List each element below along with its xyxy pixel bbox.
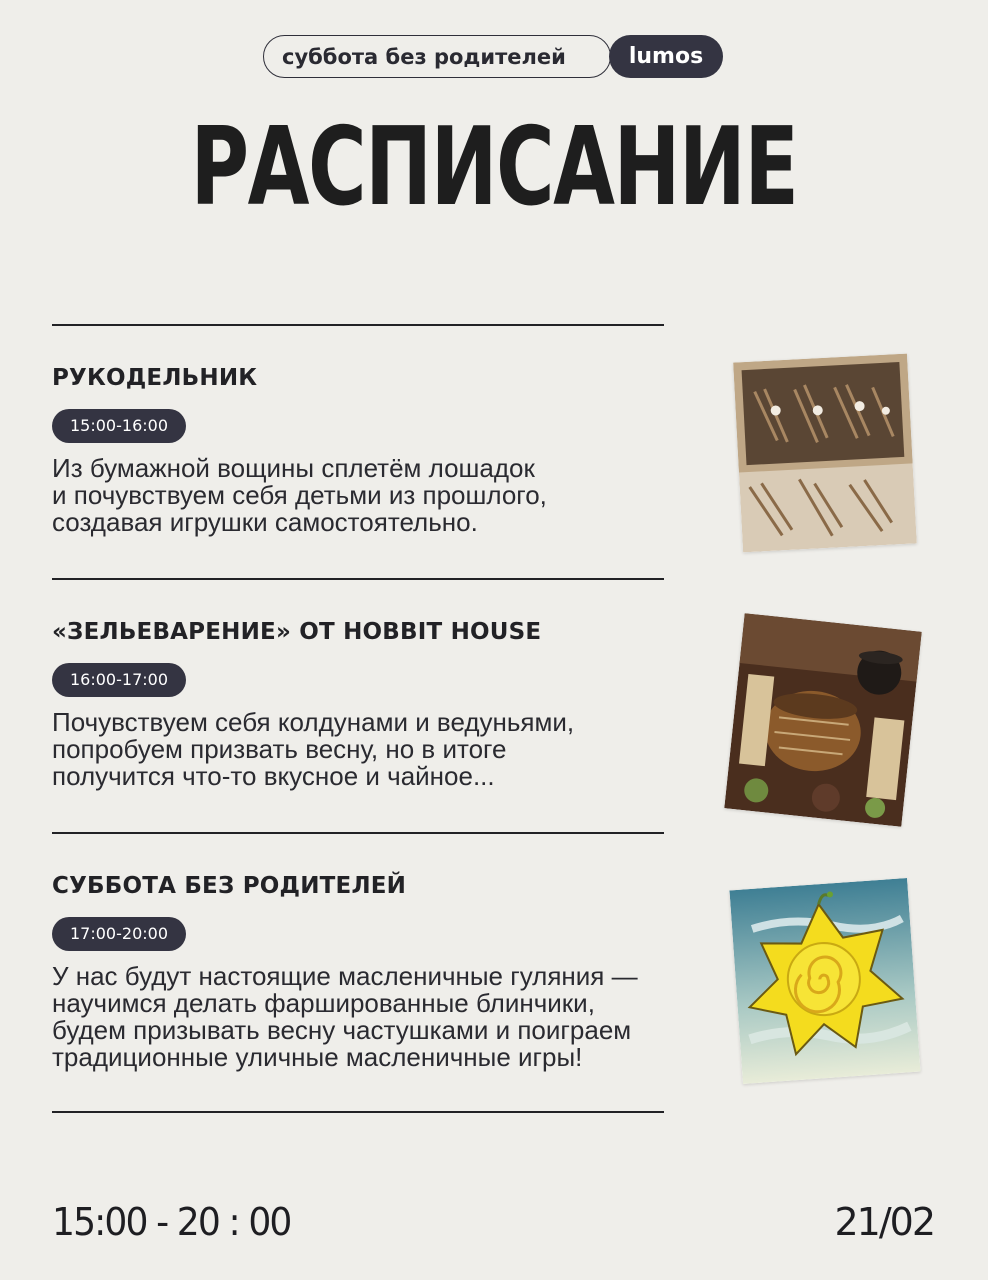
schedule-item-description: Из бумажной вощины сплетём лошадок и почувствуем себя детьми из прошлого, создавая игрушки самостоятельно. bbox=[52, 453, 547, 537]
footer-date: 21/02 bbox=[834, 1200, 934, 1244]
tea-potion-photo bbox=[724, 613, 922, 827]
schedule-item-title: СУББОТА БЕЗ РОДИТЕЛЕЙ bbox=[52, 873, 407, 899]
schedule-item-potions bbox=[52, 618, 732, 790]
divider bbox=[52, 324, 664, 326]
page-title: РАСПИСАНИЕ bbox=[190, 105, 798, 230]
header-pills bbox=[263, 35, 723, 78]
schedule-item-title: «ЗЕЛЬЕВАРЕНИЕ» ОТ HOBBIT HOUSE bbox=[52, 619, 542, 645]
divider bbox=[52, 832, 664, 834]
time-badge: 15:00-16:00 bbox=[52, 409, 186, 443]
brand-badge: lumos bbox=[609, 35, 723, 78]
sun-drawing bbox=[729, 878, 920, 1084]
paper-horses-photo bbox=[733, 354, 917, 553]
divider bbox=[52, 578, 664, 580]
schedule-item-title: РУКОДЕЛЬНИК bbox=[52, 365, 258, 391]
schedule-item-description: У нас будут настоящие масленичные гуляния — научимся делать фаршированные блинчики, будем призывать весну частушками и поиграем традиционные уличные масленичные игры! bbox=[52, 961, 638, 1072]
footer-time-range: 15:00 - 20 : 00 bbox=[52, 1200, 291, 1244]
time-badge: 16:00-17:00 bbox=[52, 663, 186, 697]
schedule-item-description: Почувствуем себя колдунами и ведуньями, попробуем призвать весну, но в итоге получится что-то вкусное и чайное... bbox=[52, 707, 575, 791]
divider bbox=[52, 1111, 664, 1113]
event-tag: суббота без родителей bbox=[263, 35, 611, 78]
schedule-item-crafts bbox=[52, 364, 732, 536]
time-badge: 17:00-20:00 bbox=[52, 917, 186, 951]
schedule-item-maslenitsa bbox=[52, 872, 732, 1071]
